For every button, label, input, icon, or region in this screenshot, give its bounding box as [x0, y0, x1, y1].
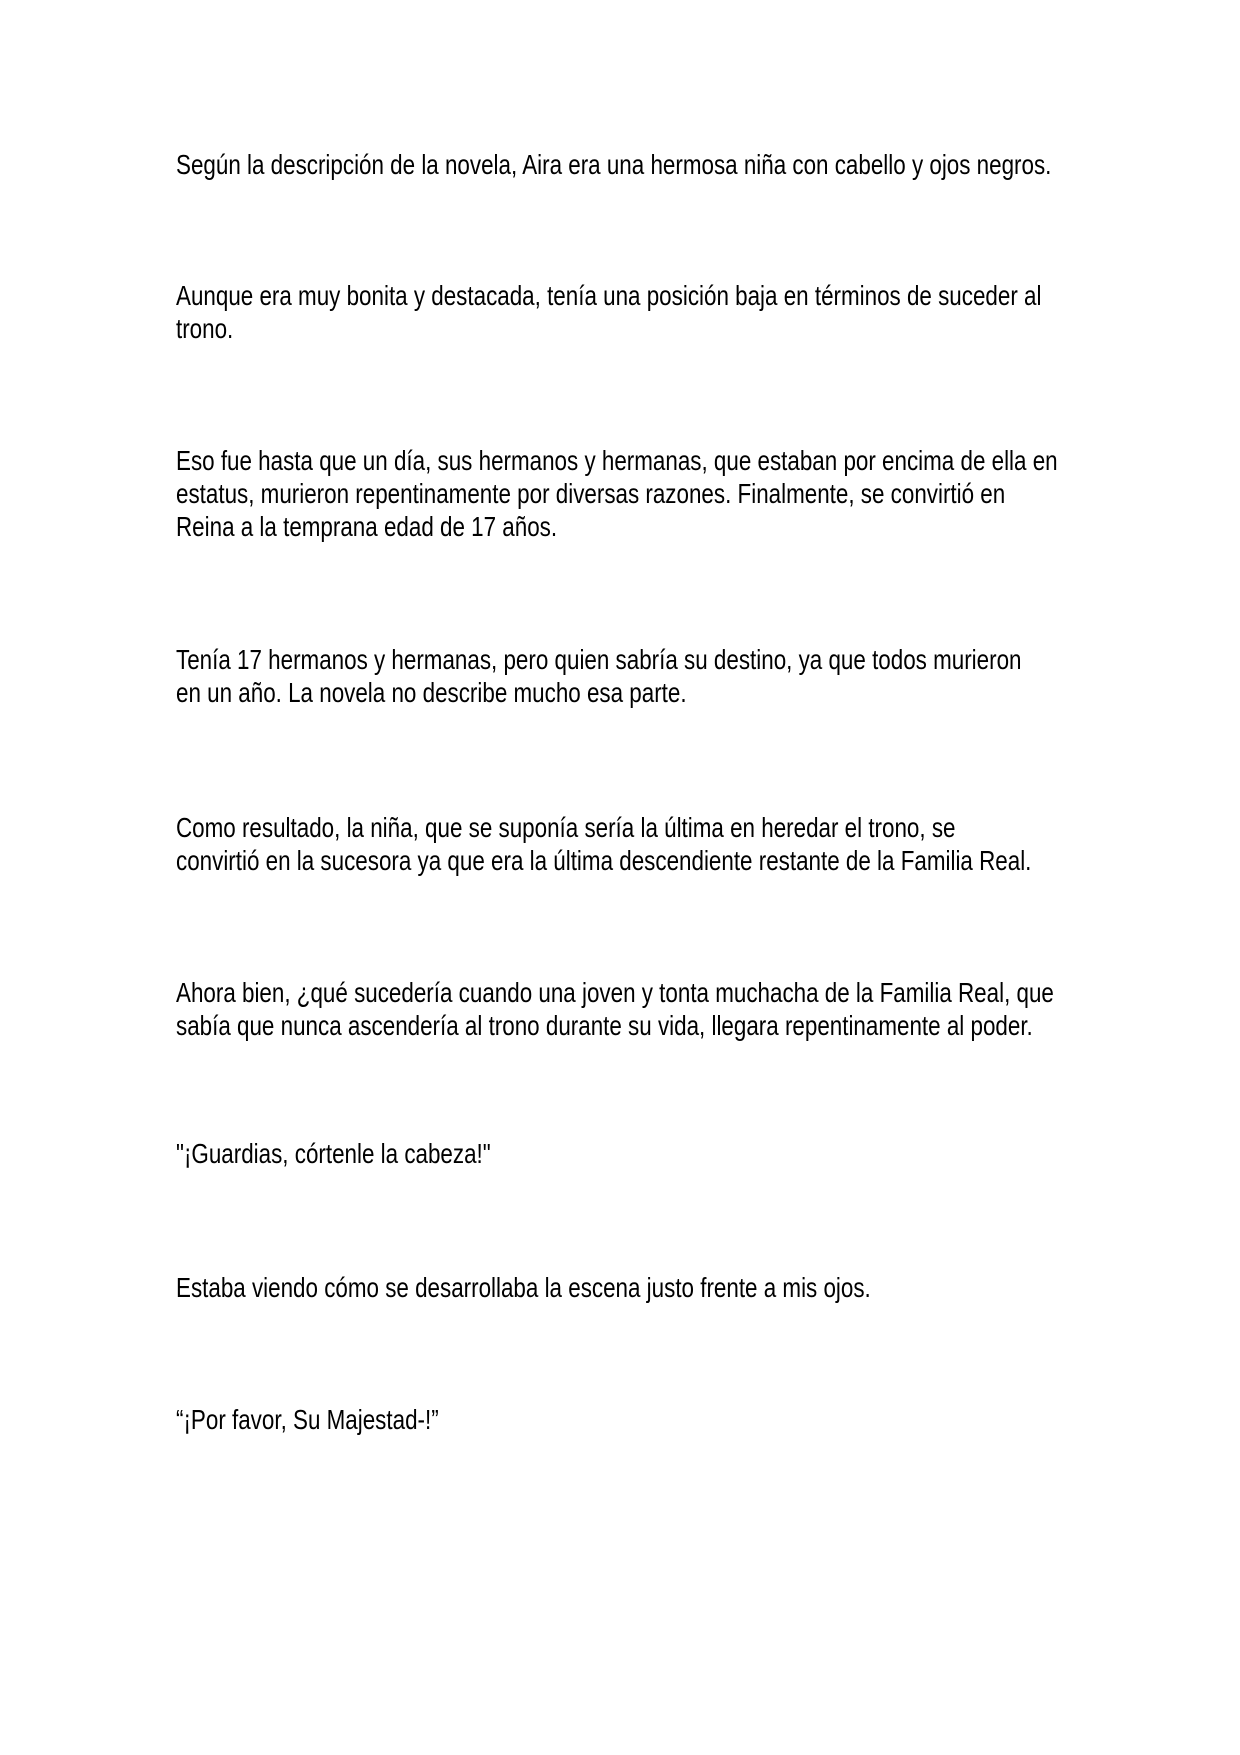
paragraph-9 [176, 1403, 439, 1436]
text-line: Ahora bien, ¿qué sucedería cuando una joven y tonta muchacha de la Familia Real, que [176, 977, 1054, 1008]
text-line: Reina a la temprana edad de 17 años. [176, 511, 558, 542]
paragraph-7 [176, 1137, 491, 1170]
paragraph-4 [176, 643, 1021, 709]
text-line: “¡Por favor, Su Majestad-!” [176, 1404, 439, 1435]
text-line: Tenía 17 hermanos y hermanas, pero quien sabría su destino, ya que todos murieron [176, 644, 1022, 675]
text-line: trono. [176, 313, 234, 344]
paragraph-6 [176, 976, 1054, 1042]
text-line: convirtió en la sucesora ya que era la última descendiente restante de la Familia Real. [176, 845, 1032, 876]
paragraph-2 [176, 279, 1041, 345]
paragraph-3 [176, 444, 1058, 543]
text-line: en un año. La novela no describe mucho esa parte. [176, 677, 687, 708]
paragraph-1 [176, 148, 1051, 181]
text-line: "¡Guardias, córtenle la cabeza!" [176, 1138, 491, 1169]
text-line: Aunque era muy bonita y destacada, tenía una posición baja en términos de suceder al [176, 280, 1042, 311]
paragraph-5 [176, 811, 1031, 877]
text-line: Estaba viendo cómo se desarrollaba la escena justo frente a mis ojos. [176, 1272, 871, 1303]
text-line: Según la descripción de la novela, Aira era una hermosa niña con cabello y ojos negros. [176, 149, 1052, 180]
text-line: Como resultado, la niña, que se suponía sería la última en heredar el trono, se [176, 812, 956, 843]
text-line: sabía que nunca ascendería al trono durante su vida, llegara repentinamente al poder. [176, 1010, 1033, 1041]
text-line: Eso fue hasta que un día, sus hermanos y hermanas, que estaban por encima de ella en [176, 445, 1058, 476]
paragraph-8 [176, 1271, 871, 1304]
text-line: estatus, murieron repentinamente por diversas razones. Finalmente, se convirtió en [176, 478, 1006, 509]
